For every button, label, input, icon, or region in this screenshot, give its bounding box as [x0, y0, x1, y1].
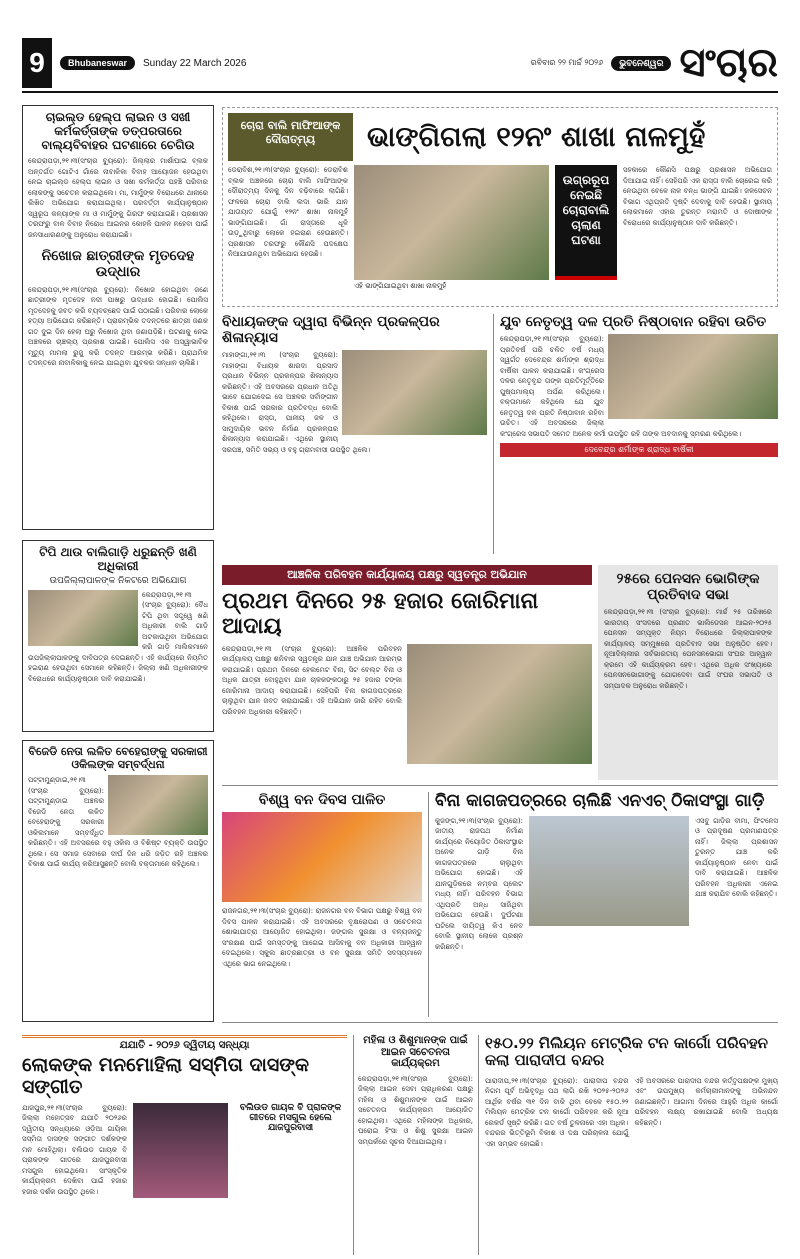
article-forest-day	[222, 792, 422, 1017]
article-body: ଯାଜପୁର,୨୧।୩(ସଂଚାର ବ୍ୟୁରୋ): ଜିଲ୍ଲା ମହୋତ୍ସବ ଯଯାତି ୨୦୨୬ର ଦ୍ୱିତୀୟ ସନ୍ଧ୍ୟାରେ ଓଡ଼ିଆ ଗାୟିକା ସସ୍ମିତା ଦାସଙ୍କ ସଙ୍ଗୀତ ଦର୍ଶକଙ୍କ ମନ ମୋହିଥିଲା। ବଲିଉଡ ଗାୟକ ବି ପ୍ରାକଙ୍କ ଗୀତରେ ଯାଜପୁରବାସୀ ମସଗୁଲ ହୋଇଥିଲେ। ସାଂସ୍କୃତିକ କାର୍ଯ୍ୟକ୍ରମ ଦେଖିବା ପାଇଁ ହଜାର ହଜାର ଦର୍ଶକ ଉପସ୍ଥିତ ଥିଲେ।	[22, 1103, 127, 1196]
pull-quote: ଉଗ୍ରରୂପ ନେଇଛି ଚୋରାବାଲି ଚାଲାଣ ଘଟଣା	[555, 165, 617, 280]
article-legal-awareness	[353, 1035, 473, 1255]
article-sand-mafia	[222, 107, 778, 307]
headline: ପ୍ରଥମ ଦିନରେ ୨୫ ହଜାର ଜୋରିମାନା ଆଦାୟ	[222, 589, 539, 640]
article-body: କେନ୍ଦ୍ରାପଡ଼ା,୨୧।୩ (ସଂଚାର ବ୍ୟୁରୋ): ଆଞ୍ଚଳିକ ପରିବହନ କାର୍ଯ୍ୟାଳୟ ପକ୍ଷରୁ ଶନିବାର ସ୍ୱତନ୍ତ୍ର ଯାନ ଯାଞ୍ଚ ଅଭିଯାନ ଆରମ୍ଭ କରାଯାଇଛି। ପ୍ରଥମ ଦିନରେ ହେଲମେଟ ବିନା, ସିଟ ବେଲ୍ଟ ବିନା ଓ ଅଧିକ ଯାତ୍ରୀ ବୋହୁଥିବା ଯାନ ଚାଳକଙ୍କଠାରୁ ୨୫ ହଜାର ଟଙ୍କା ଜୋରିମାନା ଆଦାୟ କରାଯାଇଛି। ସେହିପରି ବିନା କାଗଜପତ୍ରରେ ଚାଲୁଥିବା ଯାନ ଜବତ କରାଯାଇଛି। ଏହି ଅଭିଯାନ ଜାରି ରହିବ ବୋଲି ପରିବହନ ଅଧିକାରୀ କହିଛନ୍ତି।	[222, 644, 402, 716]
article-body: ଏସବୁ ଗାଡ଼ିର ବୀମା, ଫିଟନେସ ଓ ପ୍ରଦୂଷଣ ପ୍ରମାଣପତ୍ର ନାହିଁ। ଜିଲ୍ଲା ପ୍ରଶାସନ ତୁରନ୍ତ ଯାଞ୍ଚ କରି କାର୍ଯ୍ୟାନୁଷ୍ଠାନ ନେବା ପାଇଁ ଦାବି କରାଯାଇଛି। ଆଞ୍ଚଳିକ ପରିବହନ ଅଧିକାରୀ ଏନେଇ ଯାଞ୍ଚ କରାଯିବ ବୋଲି କହିଛନ୍ତି।	[695, 816, 778, 899]
photo-forest-day	[222, 812, 422, 902]
pull-quote: ବଲିଉଡ ଗାୟକ ବି ପ୍ରାକଙ୍କ ଗୀତରେ ମସଗୁଲ ହେଲେ ଯାଜପୁରବାସୀ	[239, 1102, 342, 1133]
headline: ଟିପି ଥାଉ ବାଲିଗାଡ଼ି ଧରୁଛନ୍ତି ଖଣି ଅଧିକାରୀ	[39, 545, 197, 573]
edition-badge: Bhubaneswar	[60, 56, 135, 70]
headline: ବିନା କାଗଜପତ୍ରରେ ଚାଲିଛି ଏନଏଚ୍ ଠିକାସଂସ୍ଥା ଗାଡ଼ି	[435, 791, 765, 811]
headline: ଲୋକଙ୍କ ମନମୋହିଲା ସସ୍ମିତା ଦାସଙ୍କ ସଙ୍ଗୀତ	[22, 1054, 310, 1098]
article-body: କେନ୍ଦ୍ରାପଡ଼ା,୨୧।୩(ସଂଚାର ବ୍ୟୁରୋ): ଜିଲ୍ଲାର ମାର୍ଶାଘାଇ ବ୍ଲକ ଅନ୍ତର୍ଗତ ଗୋଟିଏ ଗାଁରେ ନାବାଳିକା ବିବାହ ଆୟୋଜନ ହେଉଥିବା ନେଇ ଚାଇଲ୍ଡ ହେଲ୍ପ ଲାଇନ ଓ ସଖୀ କର୍ମକର୍ତ୍ତା ପହଞ୍ଚି ପରିବାର ଲୋକଙ୍କୁ ସଚେତନ କରାଇଥିଲେ। ମା, ମାମୁଁଙ୍କ ବିରୋଧରେ ଥାନାରେ ଲିଖିତ ଅଭିଯୋଗ କରାଯାଇଥିଲା। ପରବର୍ତ୍ତୀ କାର୍ଯ୍ୟାନୁଷ୍ଠାନ ସ୍ୱରୂପ କନ୍ୟାଙ୍କ ମା ଓ ମାମୁଁଙ୍କୁ ଗିରଫ କରାଯାଇଛି। ପ୍ରଶାସନ ତରଫରୁ ବାଳ ବିବାହ ନିରୋଧ ଆଇନର କୋହଳି ପାଳନ ନହେବା ପାଇଁ ଜନସାଧାରଣଙ୍କୁ ଅନୁରୋଧ କରାଯାଇଛି।	[28, 157, 208, 239]
divider	[222, 1022, 778, 1023]
photo-broken-canal	[354, 165, 549, 280]
article-bjd-leader	[22, 740, 214, 1022]
photo-trucks	[529, 816, 689, 926]
article-body: ପଟ୍ଟାମୁଣ୍ଡାଇ,୨୧।୩ (ସଂଚାର ବ୍ୟୁରୋ): ପଟ୍ଟାମୁଣ୍ଡାଇ ଅଞ୍ଚଳର ବିଜେଡି ନେତା ଲଳିତ ବେହେରାଙ୍କୁ ସରକାରୀ ଓକିଲମାନେ ସମ୍ବର୍ଦ୍ଧିତ କରିଛନ୍ତି। ଏହି ଅବସରରେ ବହୁ ଓକିଲ ଓ ବିଶିଷ୍ଟ ବ୍ୟକ୍ତି ଉପସ୍ଥିତ ଥିଲେ। ସେ ସମାଜ ସେବାରେ ଦୀର୍ଘ ଦିନ ଧରି ଜଡ଼ିତ ରହି ଅଞ୍ଚଳର ବିକାଶ ପାଇଁ କାର୍ଯ୍ୟ କରିଆସୁଛନ୍ତି ବୋଲି ବକ୍ତାମାନେ କହିଥିଲେ।	[28, 776, 208, 869]
headline: ବିଶ୍ୱ ବନ ଦିବସ ପାଳିତ	[258, 792, 386, 808]
photo-caption: ଦେବେନ୍ଦ୍ର ଶର୍ମାଙ୍କ ଶ୍ରାଦ୍ଧ ବାର୍ଷିକୀ	[500, 443, 778, 457]
article-body: ରାଜନଗର,୨୧।୩(ସଂଚାର ବ୍ୟୁରୋ): ରାଜନଗର ବନ ବିଭାଗ ପକ୍ଷରୁ ବିଶ୍ୱ ବନ ଦିବସ ପାଳନ କରାଯାଇଛି। ଏହି ଅବସରରେ ବୃକ୍ଷରୋପଣ ଓ ସଚେତନତା ଶୋଭାଯାତ୍ରା ଆୟୋଜିତ ହୋଇଥିଲା। ଜଙ୍ଗଲ ସୁରକ୍ଷା ଓ ବନ୍ୟଜନ୍ତୁ ସଂରକ୍ଷଣ ପାଇଁ ସମସ୍ତଙ୍କୁ ଆଗେଇ ଆସିବାକୁ ବନ ଅଧିକାରୀ ଆହ୍ୱାନ ଦେଇଥିଲେ। ସ୍କୁଲ ଛାତ୍ରଛାତ୍ରୀ ଓ ବନ ସୁରକ୍ଷା ସମିତି ସଦସ୍ୟମାନେ ଏଥିରେ ଭାଗ ନେଇଥିଲେ।	[222, 907, 422, 968]
page-number: 9	[22, 38, 52, 88]
headline: ମହିଳା ଓ ଶିଶୁମାନଙ୍କ ପାଇଁ ଆଇନ ସଚେତନତା କାର୍ଯ୍ୟକ୍ରମ	[363, 1035, 468, 1069]
headline: ନିଖୋଜ ଛାତ୍ରୀଙ୍କ ମୃତଦେହ ଉଦ୍ଧାର	[41, 248, 195, 281]
article-body: ଡେରାବିଶ,୨୧।୩(ସଂଚାର ବ୍ୟୁରୋ): ଡେରାବିଶ ବ୍ଲକ ଅଞ୍ଚଳରେ ଚୋରା ବାଲି ମାଫିଆଙ୍କ ଦୌରାତ୍ମ୍ୟ ଦିନକୁ ଦିନ ବଢ଼ିବାରେ ଲାଗିଛି। ଫଳରେ ଚୋରା ବାଲି ଲଦା ଭାରି ଯାନ ଯାତାୟାତ ଯୋଗୁଁ ୧୨ନଂ ଶାଖା ନାଳମୁହଁ ଭାଙ୍ଗିଯାଇଛି। ଗାଁ ରାସ୍ତାରେ ଧୂଳି ଉଡ଼ୁଥିବାରୁ ଲୋକେ ହଇରାଣ ହେଉଛନ୍ତି। ପ୍ରଶାସନ ତରଫରୁ କୌଣସି ପଦକ୍ଷେପ ନିଆଯାଉନଥିବା ଅଭିଯୋଗ ହେଉଛି।	[228, 166, 348, 258]
headline: ଚାଇଲ୍ଡ ହେଲ୍ପ ଲାଇନ ଓ ସଖୀ କର୍ମକର୍ତ୍ତାଙ୍କ ତତ୍ପରତାରେ ବାଲ୍ୟବିବାହର ଘଟଣାରେ ଚେଗିଉ	[41, 110, 195, 152]
article-child-helpline	[22, 105, 214, 530]
lead-headline: ଭାଙ୍ଗିଗଲା ୧୨ନଂ ଶାଖା ନାଳମୁହଁ	[367, 119, 706, 153]
article-body: ଏହି ଅବସରରେ ପାରାଦୀପ ବନ୍ଦର କର୍ତ୍ତୃପକ୍ଷଙ୍କ ମୁଖ୍ୟ ଏବଂ ଉପମୁଖ୍ୟ କର୍ମଚାରୀମାନଙ୍କୁ ଅଭିନନ୍ଦନ ଜଣାଇଛନ୍ତି। ଆଗାମୀ ଦିନରେ ଆହୁରି ଅଧିକ କାର୍ଗୋ ପରିବହନ ଲକ୍ଷ୍ୟ ରଖାଯାଇଛି ବୋଲି ଅଧ୍ୟକ୍ଷ କହିଛନ୍ତି।	[634, 1076, 778, 1127]
kicker-banner: ଆଞ୍ଚଳିକ ପରିବହନ କାର୍ଯ୍ୟାଳୟ ପକ୍ଷରୁ ସ୍ୱତନ୍ତ୍ର ଅଭିଯାନ	[222, 565, 592, 585]
kicker-label: ଚୋରା ବାଲି ମାଫିଆଙ୍କ ଦୌରାତ୍ମ୍ୟ	[228, 113, 353, 161]
article-body: କେନ୍ଦ୍ରାପଡ଼ା,୨୧।୩ (ସଂଚାର ବ୍ୟୁରୋ): ବୈଧ ଟିପି ଥିବା ସତ୍ତ୍ୱେ ଖଣି ଅଧିକାରୀ ବାଲି ଗାଡ଼ି ଅଟକାଉଥିବା ଅଭିଯୋଗ କରି ଗାଡ଼ି ମାଲିକମାନେ ଉପଜିଲ୍ଲାପାଳଙ୍କୁ ଦାବିପତ୍ର ଦେଇଛନ୍ତି। ଏହି କାର୍ଯ୍ୟରେ ନିୟମିତ ହଇରାଣ ହେଉଥିବା ସେମାନେ କହିଛନ୍ତି। ଜିଲ୍ଲା ଖଣି ଅଧିକାରୀଙ୍କ ବିରୋଧରେ କାର୍ଯ୍ୟାନୁଷ୍ଠାନ ଦାବି କରାଯାଇଛି।	[28, 590, 208, 683]
article-mining-officer	[22, 540, 214, 732]
photo-caption: ଏହି ଭାଙ୍ଗିଯାଇଥିବା ଶାଖା ନାଳମୁହଁ	[354, 282, 447, 290]
divider	[222, 785, 778, 786]
photo-singer	[133, 1103, 228, 1198]
article-body: ସହକାରେ କୌଣସି ପକ୍ଷରୁ ପ୍ରଶାସନ ଅଭିଯୋଗ ଦିଆଯାଇ ନାହିଁ। ସେହିପରି ଏକ ରାସ୍ତା ବାଲି ଚୋରେଇ କରି ନେଉଥିବା ବେଳେ ନାଳ ବନ୍ଧ ଭାଙ୍ଗି ଯାଇଛି। ଜଳସେଚନ ବିଭାଗ ଏଥିପ୍ରତି ଦୃଷ୍ଟି ଦେବାକୁ ଦାବି ହେଉଛି। ସ୍ଥାନୀୟ ଲୋକମାନେ ଏହାର ତୁରନ୍ତ ମରାମତି ଓ ଦୋଷୀଙ୍କ ବିରୋଧରେ କାର୍ଯ୍ୟାନୁଷ୍ଠାନ ଦାବି କରିଛନ୍ତି।	[623, 166, 772, 227]
subheadline: ଉପଜିଲ୍ଲାପାଳଙ୍କ ନିକଟରେ ଅଭିଯୋଗ	[49, 575, 187, 586]
article-youth-leadership	[493, 314, 778, 554]
headline: ୧୫୦.୨୨ ମିଲିୟନ ମେଟ୍ରିକ ଟନ କାର୍ଗୋ ପରିବହନ କଲା ପାରାଦୀପ ବନ୍ଦର	[485, 1034, 768, 1070]
photo-meeting	[28, 590, 138, 646]
headline: ଯୁବ ନେତୃତ୍ୱ ଦଳ ପ୍ରତି ନିଷ୍ଠାବାନ ରହିବା ଉଚିତ	[500, 314, 767, 330]
date-odia: ରବିବାର ୨୨ ମାର୍ଚ୍ଚ ୨୦୨୬	[530, 58, 604, 67]
article-mla-projects	[222, 314, 487, 554]
article-body: କେନ୍ଦ୍ରାପଡ଼ା,୨୧।୩(ସଂଚାର ବ୍ୟୁରୋ): ଜିଲ୍ଲା ଆଇନ ସେବା ପ୍ରାଧିକରଣ ପକ୍ଷରୁ ମହିଳା ଓ ଶିଶୁମାନଙ୍କ ପାଇଁ ଆଇନ ସଚେତନତା କାର୍ଯ୍ୟକ୍ରମ ଆୟୋଜିତ ହୋଇଥିଲା। ଏଥିରେ ମହିଳାଙ୍କ ଅଧିକାର, ଘରୋଇ ହିଂସା ଓ ଶିଶୁ ସୁରକ୍ଷା ଆଇନ ସମ୍ପର୍କରେ ସୂଚନା ଦିଆଯାଇଥିଲା।	[358, 1074, 473, 1146]
article-body: ମାହାଙ୍ଗା,୨୧।୩ (ସଂଚାର ବ୍ୟୁରୋ): ମାହାଙ୍ଗା ବିଧାୟକ ଶାରଦା ପ୍ରସାଦ ପ୍ରଧାନ ବିଭିନ୍ନ ପ୍ରକଳ୍ପର ଶିଳାନ୍ୟାସ କରିଛନ୍ତି। ଏହି ଅବସରରେ ପ୍ରଧାନ ଅତିଥି ଭାବେ ଯୋଗଦେଇ ସେ ଅଞ୍ଚଳର ସର୍ବାଙ୍ଗୀନ ବିକାଶ ପାଇଁ ସରକାର ପ୍ରତିବଦ୍ଧ ବୋଲି କହିଥିଲେ। ରାସ୍ତା, ପାନୀୟ ଜଳ ଓ ସାମୁଦାୟିକ ଭବନ ନିର୍ମାଣ ପ୍ରକଳ୍ପର ଶିଳାନ୍ୟାସ କରାଯାଇଛି। ଏଥିରେ ସ୍ଥାନୀୟ ସରପଞ୍ଚ, ସମିତି ସଭ୍ୟ ଓ ବହୁ ଗ୍ରାମବାସୀ ଉପସ୍ଥିତ ଥିଲେ।	[222, 351, 371, 454]
article-body: କେନ୍ଦ୍ରାପଡ଼ା,୨୧।୩(ସଂଚାର ବ୍ୟୁରୋ): ପ୍ରତିବର୍ଷ ପରି ଚଳିତ ବର୍ଷ ମଧ୍ୟ ସ୍ୱର୍ଗତ ଦେବେନ୍ଦ୍ର ଶର୍ମାଙ୍କ ଶ୍ରାଦ୍ଧ ବାର୍ଷିକୀ ପାଳନ କରାଯାଇଛି। କଂଗ୍ରେସ ଦଳର ନେତୃବୃନ୍ଦ ତାଙ୍କ ପ୍ରତିମୂର୍ତ୍ତିରେ ପୁଷ୍ପମାଲ୍ୟ ଅର୍ପଣ କରିଥିଲେ। ବକ୍ତାମାନେ କହିଥିଲେ ଯେ ଯୁବ ନେତୃତ୍ୱ ଦଳ ପ୍ରତି ନିଷ୍ଠାବାନ ରହିବା ଉଚିତ। ଏହି ଅବସରରେ ଜିଲ୍ଲା କଂଗ୍ରେସ ସଭାପତି ସମେତ ଅନେକ କର୍ମୀ ଉପସ୍ଥିତ ରହି ତାଙ୍କ ଅବଦାନକୁ ସ୍ମରଣ କରିଥିଲେ।	[500, 335, 742, 438]
article-body: କେନ୍ଦ୍ରାପଡ଼ା,୨୧।୩ (ସଂଚାର ବ୍ୟୁରୋ): ମାର୍ଚ୍ଚ ୨୫ ତାରିଖରେ ଭାରତୀୟ ସଂସଦରେ ପ୍ରଣୀତ ଭାଲିଡେସନ ଆଇନ-୨୦୨୫ ପେନସନ ସମ୍ପୃକ୍ତ ନିୟମ ବିରୋଧରେ ଜିଲ୍ଲାପାଳଙ୍କ କାର୍ଯ୍ୟାଳୟ ସମ୍ମୁଖରେ ପ୍ରତିବାଦ ସଭା ଅନୁଷ୍ଠିତ ହେବ। ନୂଆଦିଲ୍ଲୀର ସର୍ବଭାରତୀୟ ପେନସନଭୋଗୀ ସଂଘର ଆହ୍ୱାନ କ୍ରମେ ଏହି କାର୍ଯ୍ୟକ୍ରମ ହେବ। ଏଥିରେ ଅଧିକ ସଂଖ୍ୟାରେ ପେନସନଭୋଗୀଙ୍କୁ ଯୋଗଦେବା ପାଇଁ ସଂଘର ସଭାପତି ଓ ସମ୍ପାଦକ ଅନୁରୋଧ କରିଛନ୍ତି।	[604, 608, 772, 690]
headline: ବିଧାୟକଙ୍କ ଦ୍ୱାରା ବିଭିନ୍ନ ପ୍ରକଳ୍ପର ଶିଳାନ୍ୟାସ	[222, 314, 440, 347]
article-yayati-festival	[22, 1035, 347, 1255]
article-pensioners	[598, 565, 778, 780]
article-nh-vehicles	[428, 792, 778, 1017]
photo-inauguration	[342, 350, 487, 435]
article-body: କେନ୍ଦ୍ରାପଡ଼ା,୨୧।୩(ସଂଚାର ବ୍ୟୁରୋ): ନିଖୋଜ ହୋଇଥିବା ଜଣେ ଛାତ୍ରୀଙ୍କ ମୃତଦେହ ନଦୀ ପାଖରୁ ଉଦ୍ଧାର ହୋଇଛି। ପୋଲିସ ମୃତଦେହକୁ ଜବତ କରି ବ୍ୟବଚ୍ଛେଦ ପାଇଁ ପଠାଇଛି। ପରିବାର ଲୋକେ ହତ୍ୟା ଅଭିଯୋଗ କରିଛନ୍ତି। ପ୍ରାରମ୍ଭିକ ତଦନ୍ତରେ ଛାତ୍ରୀ ଜଣକ ଗତ ଦୁଇ ଦିନ ହେଲା ଘରୁ ନିଖୋଜ ଥିବା ଜଣାପଡ଼ିଛି। ଘଟଣାକୁ ନେଇ ଅଞ୍ଚଳରେ ଚାଞ୍ଚଲ୍ୟ ପ୍ରକାଶ ପାଇଛି। ପୋଲିସ ଏକ ଅସ୍ୱାଭାବିକ ମୃତ୍ୟୁ ମାମଲା ରୁଜୁ କରି ତଦନ୍ତ ଆରମ୍ଭ କରିଛି। ପ୍ରାଥମିକ ତଦନ୍ତରେ ନାବାଳିକାକୁ ନେଇ ଯାଇଥିବା ଯୁବକର ସନ୍ଧାନ ଚାଲିଛି।	[28, 285, 208, 368]
article-body: କୁଜଙ୍ଗ,୨୧।୩(ସଂଚାର ବ୍ୟୁରୋ): ଜାତୀୟ ରାଜପଥ ନିର୍ମାଣ କାର୍ଯ୍ୟରେ ନିୟୋଜିତ ଠିକାସଂସ୍ଥାର ଅନେକ ଗାଡ଼ି ବିନା କାଗଜପତ୍ରରେ ଚାଲୁଥିବା ଅଭିଯୋଗ ହୋଇଛି। ଏହି ଯାନଗୁଡ଼ିକରେ ନମ୍ବର ପ୍ଲେଟ ମଧ୍ୟ ନାହିଁ। ପରିବହନ ବିଭାଗ ଏଥିପ୍ରତି ଅନ୍ଧ ସାଜିଥିବା ଅଭିଯୋଗ ହେଉଛି। ଦୁର୍ଘଟଣା ଘଟିଲେ ଦାୟିତ୍ୱ କିଏ ନେବ ବୋଲି ସ୍ଥାନୀୟ ଲୋକେ ପ୍ରଶ୍ନ କରିଛନ୍ତି।	[435, 816, 523, 951]
photo-vehicle-check	[407, 644, 592, 764]
article-body: ପାରାଦୀପ,୨୧।୩(ସଂଚାର ବ୍ୟୁରୋ): ପାରାଦୀପ ବନ୍ଦର ନିଗମ ପୂର୍ବ ଅଭିବୃଦ୍ଧି ପଥ ଲାଗି ରଖି ୨୦୨୫-୨୦୨୬ ଆର୍ଥିକ ବର୍ଷର ୩୧ ଦିନ ବାକି ଥିବା ବେଳେ ୧୫୦.୨୨ ମିଲିୟନ ମେଟ୍ରିକ ଟନ କାର୍ଗୋ ପରିବହନ କରି ନୂଆ ରେକର୍ଡ ସୃଷ୍ଟି କରିଛି। ଗତ ବର୍ଷ ତୁଳନାରେ ଏହା ଅଧିକ। ବନ୍ଦରର ଭିତ୍ତିଭୂମି ବିକାଶ ଓ ଦକ୍ଷ ପରିଚାଳନା ଯୋଗୁଁ ଏହା ସମ୍ଭବ ହୋଇଛି।	[485, 1076, 629, 1148]
date-text: Sunday 22 March 2026	[143, 57, 247, 69]
article-rto-drive	[222, 565, 592, 780]
masthead	[22, 35, 778, 93]
newspaper-logo: ସଂଚାର	[679, 39, 778, 86]
headline: ୨୫ରେ ପେନସନ ଭୋଗିଙ୍କ ପ୍ରତିବାଦ ସଭା	[616, 571, 760, 604]
article-paradip-port	[478, 1035, 778, 1255]
city-odia-badge: ଭୁବନେଶ୍ୱର	[611, 56, 671, 71]
headline: ବିଜେଡି ନେତା ଲଳିତ ବେହେରାଙ୍କୁ ସରକାରୀ ଓକିଲଙ୍କ ସମ୍ବର୍ଦ୍ଧନା	[28, 745, 208, 771]
photo-tribute	[608, 334, 778, 419]
kicker: ଯଯାତି - ୨୦୨୬ ଦ୍ୱିତୀୟ ସନ୍ଧ୍ୟା	[22, 1035, 347, 1051]
photo-felicitation	[108, 775, 208, 835]
